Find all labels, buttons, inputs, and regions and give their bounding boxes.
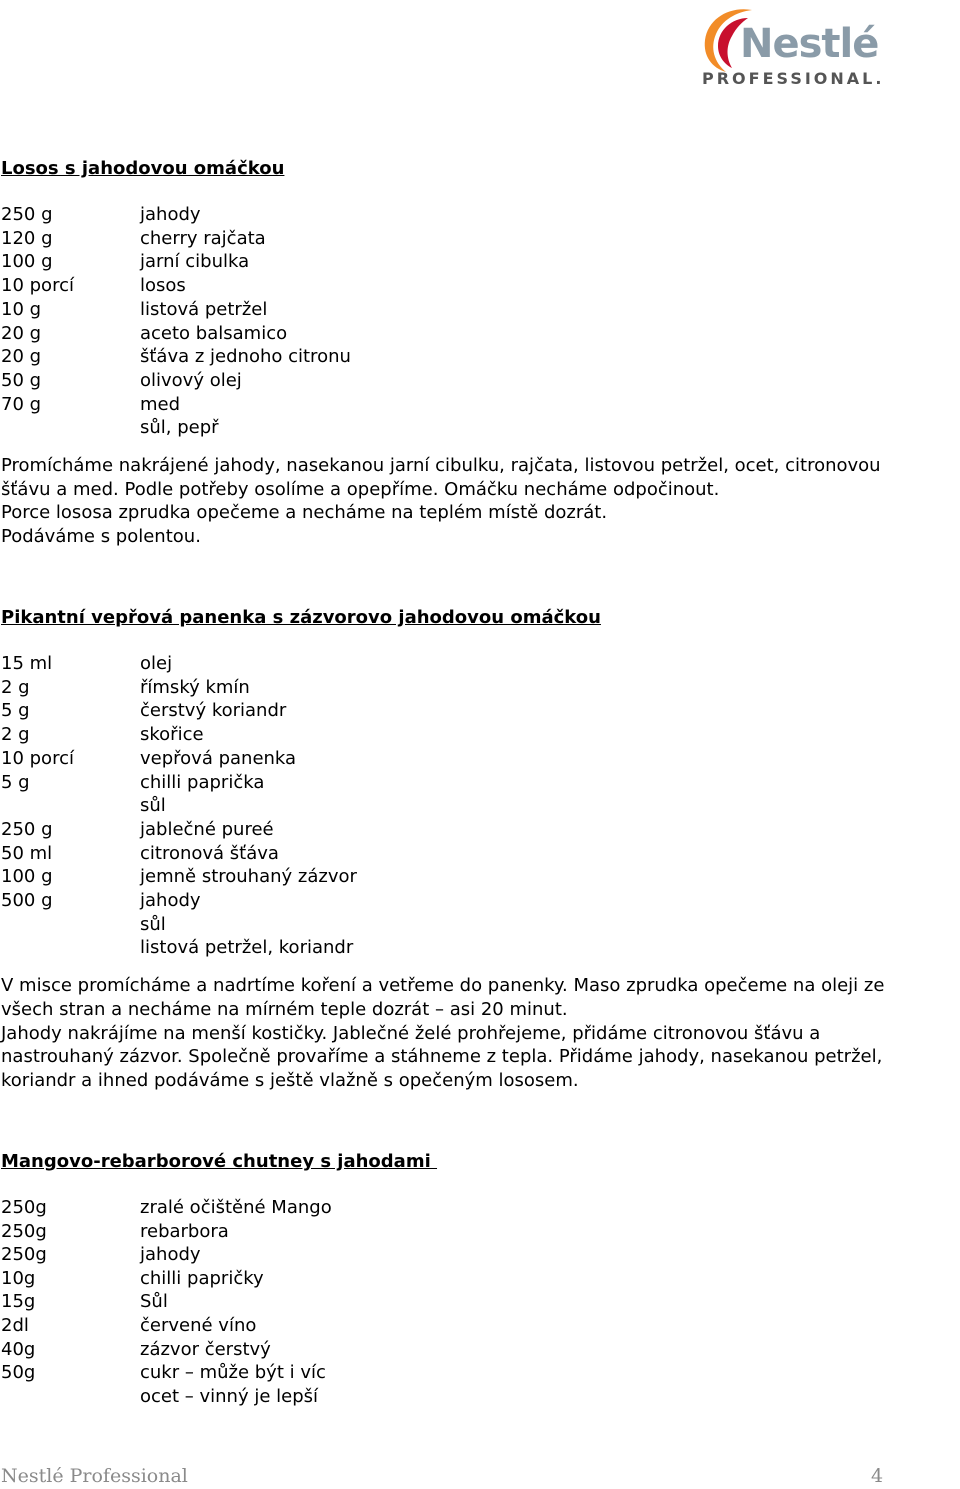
- ingredient-row: [1, 652, 960, 676]
- ingredient-name: citronová šťáva: [140, 842, 279, 864]
- ingredient-name: med: [140, 393, 181, 415]
- ingredient-row: [1, 889, 960, 913]
- ingredient-name: sůl, pepř: [140, 417, 219, 439]
- ingredient-name: listová petržel, koriandr: [140, 937, 354, 959]
- ingredient-row: [1, 913, 960, 937]
- ingredient-name: čerstvý koriandr: [140, 700, 287, 722]
- ingredient-row: [1, 1314, 960, 1338]
- ingredient-name: listová petržel: [140, 298, 268, 320]
- ingredient-name: olivový olej: [140, 369, 242, 391]
- ingredient-list: [1, 652, 960, 960]
- logo-brand-text: Nestlé: [740, 21, 879, 67]
- ingredient-quantity: 50 g: [1, 369, 42, 391]
- ingredient-quantity: 10 g: [1, 298, 42, 320]
- ingredient-row: [1, 818, 960, 842]
- ingredient-list: [1, 1196, 960, 1408]
- ingredient-quantity: 2 g: [1, 724, 30, 746]
- ingredient-name: aceto balsamico: [140, 322, 288, 344]
- ingredient-row: [1, 203, 960, 227]
- ingredient-row: [1, 416, 960, 440]
- ingredient-quantity: 500 g: [1, 890, 53, 912]
- ingredient-quantity: 250g: [1, 1220, 47, 1242]
- logo-sub-text: PROFESSIONAL.: [702, 69, 885, 88]
- ingredient-name: jarní cibulka: [140, 251, 250, 273]
- ingredient-name: chilli paprička: [140, 771, 265, 793]
- ingredient-quantity: 250g: [1, 1244, 47, 1266]
- ingredient-quantity: 20 g: [1, 346, 42, 368]
- ingredient-row: [1, 1338, 960, 1362]
- ingredient-row: [1, 794, 960, 818]
- ingredient-name: Sůl: [140, 1291, 168, 1313]
- ingredient-row: [1, 1243, 960, 1267]
- ingredient-name: ocet – vinný je lepší: [140, 1385, 319, 1407]
- ingredient-quantity: 100 g: [1, 251, 53, 273]
- ingredient-name: losos: [140, 275, 186, 297]
- ingredient-row: [1, 842, 960, 866]
- ingredient-quantity: 50 ml: [1, 842, 53, 864]
- ingredient-quantity: 20 g: [1, 322, 42, 344]
- ingredient-quantity: 10g: [1, 1267, 36, 1289]
- ingredient-row: [1, 274, 960, 298]
- ingredient-row: [1, 747, 960, 771]
- ingredient-quantity: 40g: [1, 1338, 36, 1360]
- ingredient-name: skořice: [140, 724, 204, 746]
- ingredient-quantity: 100 g: [1, 866, 53, 888]
- ingredient-name: rebarbora: [140, 1220, 229, 1242]
- ingredient-row: [1, 298, 960, 322]
- ingredient-name: sůl: [140, 795, 166, 817]
- ingredient-quantity: 250 g: [1, 204, 53, 225]
- ingredient-name: cherry rajčata: [140, 227, 266, 249]
- ingredient-name: cukr – může být i víc: [140, 1362, 326, 1384]
- ingredient-name: vepřová panenka: [140, 747, 297, 769]
- ingredient-row: [1, 699, 960, 723]
- ingredient-quantity: [1, 1385, 140, 1409]
- ingredient-quantity: 10 porcí: [1, 747, 74, 769]
- ingredient-quantity: 70 g: [1, 393, 42, 415]
- ingredient-name: sůl: [140, 913, 166, 935]
- ingredient-name: jahody: [140, 1244, 201, 1266]
- ingredient-list: [1, 203, 960, 440]
- ingredient-row: [1, 1267, 960, 1291]
- recipe-3: [1, 1150, 960, 1408]
- ingredient-name: jahody: [140, 204, 201, 225]
- ingredient-quantity: 120 g: [1, 227, 53, 249]
- recipe-title: Mangovo-rebarborové chutney s jahodami: [1, 1151, 438, 1172]
- ingredient-quantity: 250g: [1, 1197, 47, 1218]
- ingredient-name: římský kmín: [140, 676, 250, 698]
- ingredient-quantity: 5 g: [1, 771, 30, 793]
- ingredient-quantity: [1, 913, 140, 937]
- ingredient-quantity: 5 g: [1, 700, 30, 722]
- ingredient-name: jahody: [140, 890, 201, 912]
- ingredient-row: [1, 345, 960, 369]
- ingredient-quantity: 2 g: [1, 676, 30, 698]
- page-number: 4: [871, 1465, 884, 1487]
- ingredient-name: chilli papričky: [140, 1267, 264, 1289]
- ingredient-name: jemně strouhaný zázvor: [140, 866, 357, 888]
- ingredient-name: červené víno: [140, 1314, 257, 1336]
- ingredient-quantity: 250 g: [1, 818, 53, 840]
- ingredient-name: jablečné pureé: [140, 818, 274, 840]
- ingredient-row: [1, 865, 960, 889]
- ingredient-row: [1, 322, 960, 346]
- ingredient-quantity: [1, 416, 140, 440]
- ingredient-quantity: [1, 794, 140, 818]
- ingredient-row: [1, 393, 960, 417]
- recipe-title: Losos s jahodovou omáčkou: [1, 158, 285, 179]
- ingredient-quantity: 15 ml: [1, 653, 53, 674]
- ingredient-quantity: 2dl: [1, 1314, 29, 1336]
- ingredient-row: [1, 1196, 960, 1220]
- ingredient-row: [1, 936, 960, 960]
- ingredient-name: zázvor čerstvý: [140, 1338, 271, 1360]
- ingredient-row: [1, 723, 960, 747]
- footer-brand: Nestlé Professional: [1, 1465, 188, 1487]
- ingredient-row: [1, 1385, 960, 1409]
- ingredient-name: zralé očištěné Mango: [140, 1197, 332, 1218]
- ingredient-row: [1, 1220, 960, 1244]
- recipe-instructions: Promícháme nakrájené jahody, nasekanou jarní cibulku, rajčata, listovou petržel, ocet, citronovou šťávu a med. Podle potřeby osolíme a opepříme. Omáčku necháme odpočinout. Porce lososa zprudka opečeme a necháme na teplém místě dozrát. Podáváme s polentou.: [1, 455, 881, 548]
- recipe-instructions: V misce promícháme a nadrtíme koření a vetřeme do panenky. Maso zprudka opečeme na oleji ze všech stran a necháme na mírném teple dozrát – asi 20 minut. Jahody nakrájíme na menší kostičky. Jablečné želé prohřejeme, přidáme citronovou šťávu a nastrouhaný zázvor. Společně provaříme a stáhneme z tepla. Přidáme jahody, nasekanou petržel, koriandr a ihned podáváme s ještě vlažně s opečeným lososem.: [1, 975, 885, 1091]
- ingredient-name: olej: [140, 653, 173, 674]
- recipe-1: [1, 157, 960, 549]
- ingredient-name: šťáva z jednoho citronu: [140, 346, 351, 368]
- ingredient-quantity: [1, 936, 140, 960]
- ingredient-row: [1, 227, 960, 251]
- ingredient-quantity: 15g: [1, 1291, 36, 1313]
- ingredient-quantity: 10 porcí: [1, 275, 74, 297]
- ingredient-row: [1, 771, 960, 795]
- nestle-professional-logo: [700, 4, 890, 92]
- ingredient-quantity: 50g: [1, 1362, 36, 1384]
- ingredient-row: [1, 1290, 960, 1314]
- ingredient-row: [1, 1361, 960, 1385]
- ingredient-row: [1, 676, 960, 700]
- recipe-2: [1, 606, 960, 1093]
- ingredient-row: [1, 369, 960, 393]
- recipe-title: Pikantní vepřová panenka s zázvorovo jahodovou omáčkou: [1, 607, 601, 628]
- ingredient-row: [1, 250, 960, 274]
